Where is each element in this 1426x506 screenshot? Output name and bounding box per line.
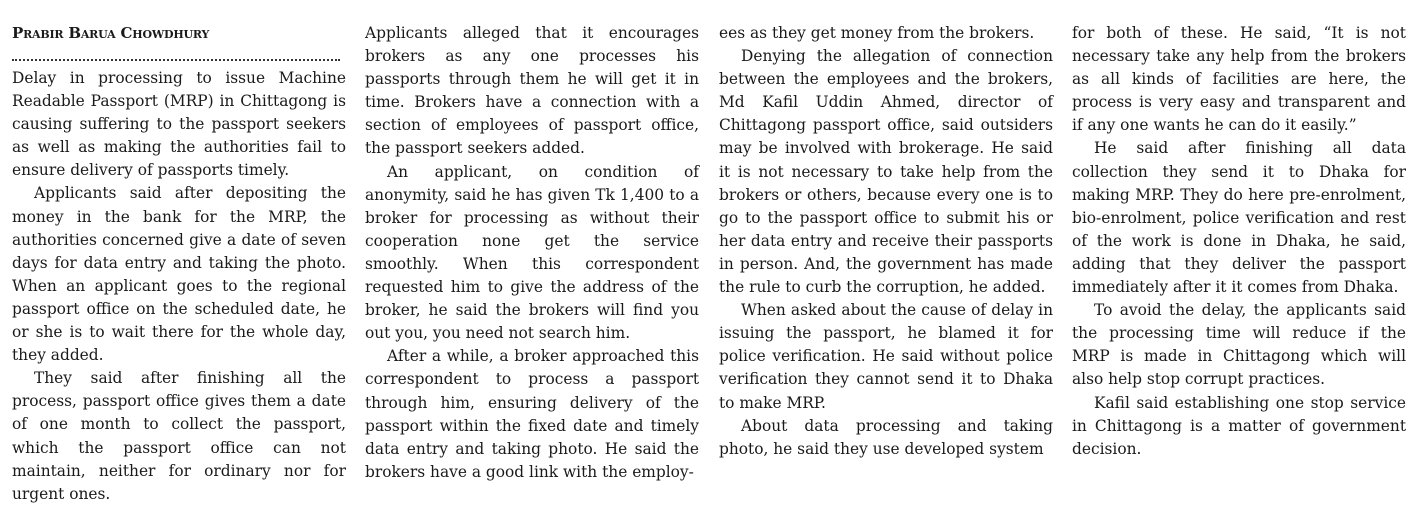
byline-divider — [12, 49, 340, 61]
byline: Prabir Barua Chowdhury — [12, 24, 210, 42]
paragraph: They said after finishing all the process, passport office gives them a date of one month to collect the passport, which the passport office can not maintain, neither for ordinary nor for urgent ones. — [12, 369, 346, 503]
article-column-3 — [719, 22, 1053, 461]
paragraph: for both of these. He said, “It is not necessary take any help from the brokers as all kinds of facilities are here, the process is very easy and transparent and if any one wants he can do it easily.” — [1072, 24, 1406, 135]
paragraph: ees as they get money from the brokers. — [719, 24, 1035, 42]
paragraph: Kafil said establishing one stop service in Chittagong is a matter of government decision. — [1072, 393, 1406, 458]
paragraph: Delay in processing to issue Machine Readable Passport (MRP) in Chittagong is causing suffering to the passport seekers as well as making the authorities fail to ensure delivery of passports timely. — [12, 69, 346, 180]
article-column-4 — [1072, 22, 1406, 461]
paragraph: Applicants alleged that it encourages brokers as any one processes his passports through them he will get it in time. Brokers have a connection with a section of employees of passport office, the passport seekers added. — [365, 24, 699, 158]
paragraph: After a while, a broker approached this correspondent to process a passport through him, ensuring delivery of the passport within the fixed date and timely data entry and taking photo. He said the brokers have a good link with the employ- — [365, 347, 699, 481]
paragraph: To avoid the delay, the applicants said the processing time will reduce if the MRP is made in Chittagong which will also help stop corrupt practices. — [1072, 301, 1406, 389]
paragraph: An applicant, on condition of anonymity, said he has given Tk 1,400 to a broker for processing as without their cooperation none get the service smoothly. When this correspondent requested him to give the address of the broker, he said the brokers will find you out you, you need not search him. — [365, 162, 699, 343]
paragraph: About data processing and taking photo, he said they use developed system — [719, 416, 1053, 458]
article-column-2 — [365, 22, 699, 484]
paragraph: Applicants said after depositing the money in the bank for the MRP, the authorities concerned give a date of seven days for data entry and taking the photo. When an applicant goes to the regional passport office on the scheduled date, he or she is to wait there for the whole day, they added. — [12, 184, 346, 365]
paragraph: Denying the allegation of connection between the employees and the brokers, Md Kafil Uddin Ahmed, director of Chittagong passport office, said outsiders may be involved with brokerage. He said it is not necessary to take help from the brokers or others, because every one is to go to the passport office to submit his or her data entry and receive their passports in person. And, the government has made the rule to curb the corruption, he added. — [719, 47, 1053, 297]
paragraph: He said after finishing all data collection they send it to Dhaka for making MRP. They do here pre-enrolment, bio-enrolment, police verification and rest of the work is done in Dhaka, he said, adding that they deliver the passport immediately after it it comes from Dhaka. — [1072, 139, 1406, 297]
paragraph: When asked about the cause of delay in issuing the passport, he blamed it for police verification. He said without police verification they cannot send it to Dhaka to make MRP. — [719, 301, 1053, 412]
article-column-1 — [12, 22, 346, 506]
